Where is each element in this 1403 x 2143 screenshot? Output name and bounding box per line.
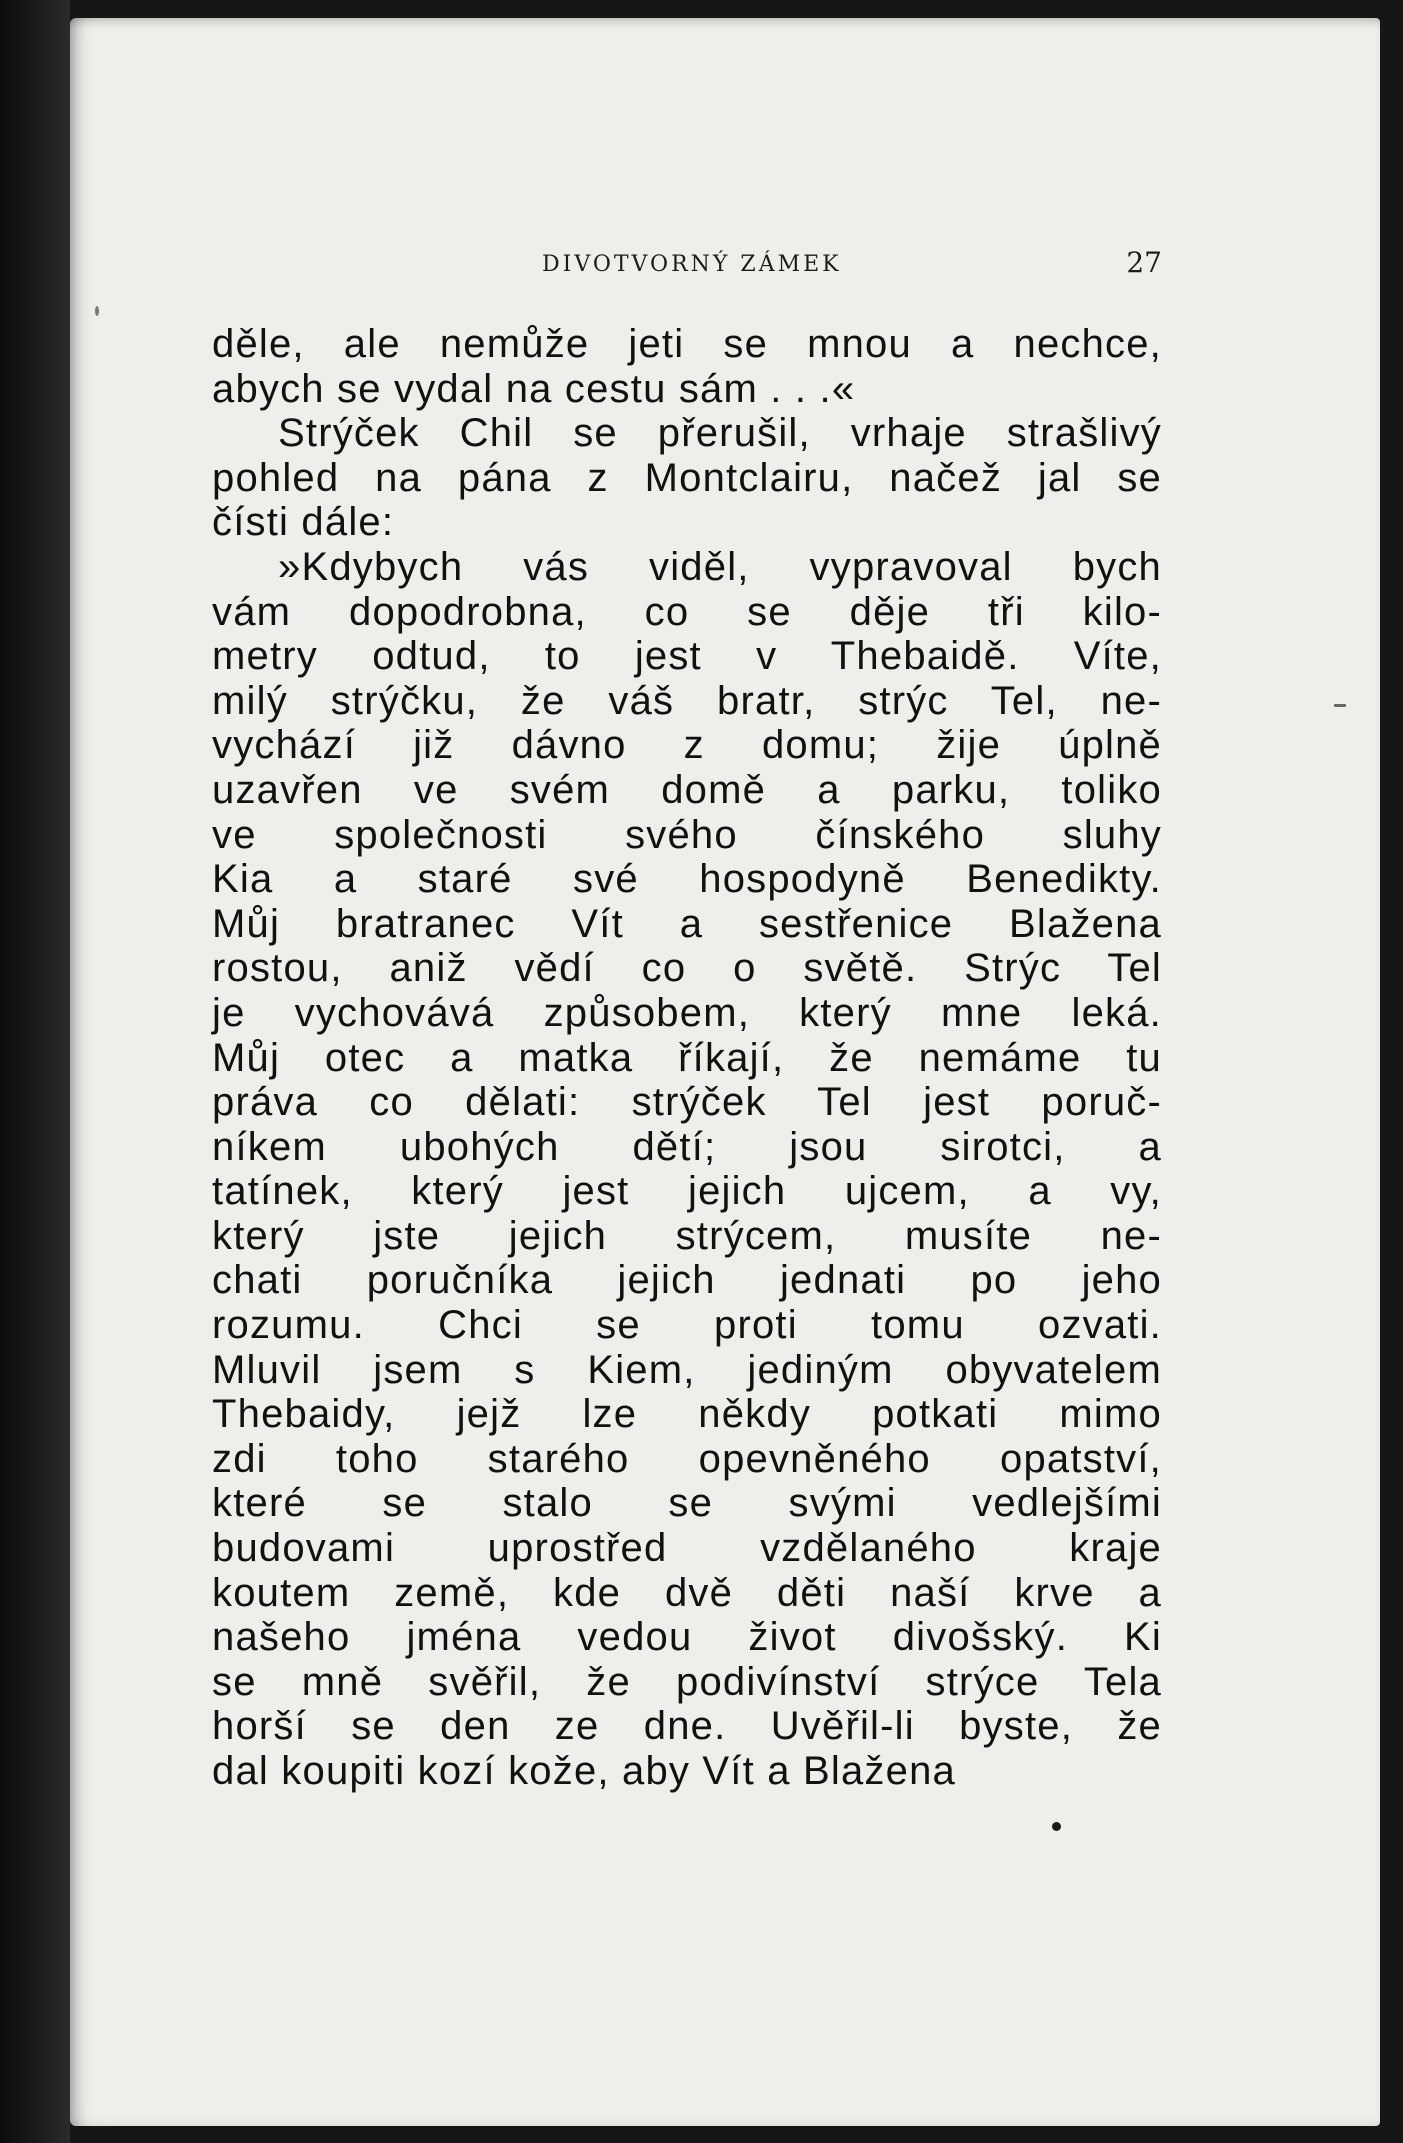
text-line: níkem ubohých dětí; jsou sirotci, a [212,1124,1162,1169]
text-line: vychází již dávno z domu; žije úplně [212,723,1162,768]
body-text [212,322,1162,1794]
text-line: Thebaidy, jejž lze někdy potkati mimo [212,1392,1162,1437]
text-line: metry odtud, to jest v Thebaidě. Víte, [212,634,1162,679]
ink-speck [95,306,99,316]
text-line: budovami uprostřed vzdělaného kraje [212,1526,1162,1571]
text-line: našeho jména vedou život divošský. Ki [212,1615,1162,1660]
text-line: horší se den ze dne. Uvěřil-li byste, že [212,1704,1162,1749]
text-line: děle, ale nemůže jeti se mnou a nechce, [212,322,1162,366]
book-gutter [0,0,70,2143]
text-line: chati poručníka jejich jednati po jeho [212,1258,1162,1303]
text-line: které se stalo se svými vedlejšími [212,1481,1162,1526]
text-line: rostou, aniž vědí co o světě. Strýc Tel [212,946,1162,991]
text-line: koutem země, kde dvě děti naší krve a [212,1570,1162,1615]
ink-speck [1334,704,1346,707]
text-line: práva co dělati: strýček Tel jest poruč- [212,1080,1162,1125]
text-line: Můj bratranec Vít a sestřenice Blažena [212,901,1162,946]
ink-speck [1052,1822,1061,1831]
text-line: vám dopodrobna, co se děje tři kilo- [212,589,1162,634]
text-line: Strýček Chil se přerušil, vrhaje strašlivý [278,411,1162,456]
text-line: který jste jejich strýcem, musíte ne- [212,1213,1162,1258]
text-line: čísti dále: [212,500,395,545]
text-line: milý strýčku, že váš bratr, strýc Tel, ne- [212,678,1162,723]
text-line: Kia a staré své hospodyně Benedikty. [212,857,1162,902]
text-line: rozumu. Chci se proti tomu ozvati. [212,1303,1162,1348]
text-line: ve společnosti svého čínského sluhy [212,812,1162,857]
text-line: abych se vydal na cestu sám . . .« [212,366,856,411]
text-line: se mně svěřil, že podivínství strýce Tela [212,1659,1162,1704]
text-line: dal koupiti kozí kože, aby Vít a Blažena [212,1749,956,1793]
page-number: 27 [1126,246,1162,279]
text-line: »Kdybych vás viděl, vypravoval bych [278,544,1162,589]
text-line: zdi toho starého opevněného opatství, [212,1436,1162,1481]
text-line: pohled na pána z Montclairu, načež jal se [212,455,1162,500]
page-header [212,246,1162,286]
text-line: Mluvil jsem s Kiem, jediným obyvatelem [212,1347,1162,1392]
text-line: Můj otec a matka říkají, že nemáme tu [212,1035,1162,1080]
text-line: tatínek, který jest jejich ujcem, a vy, [212,1169,1162,1214]
text-line: je vychovává způsobem, který mne leká. [212,990,1162,1035]
running-title: DIVOTVORNÝ ZÁMEK [542,252,842,277]
text-line: uzavřen ve svém domě a parku, toliko [212,767,1162,812]
